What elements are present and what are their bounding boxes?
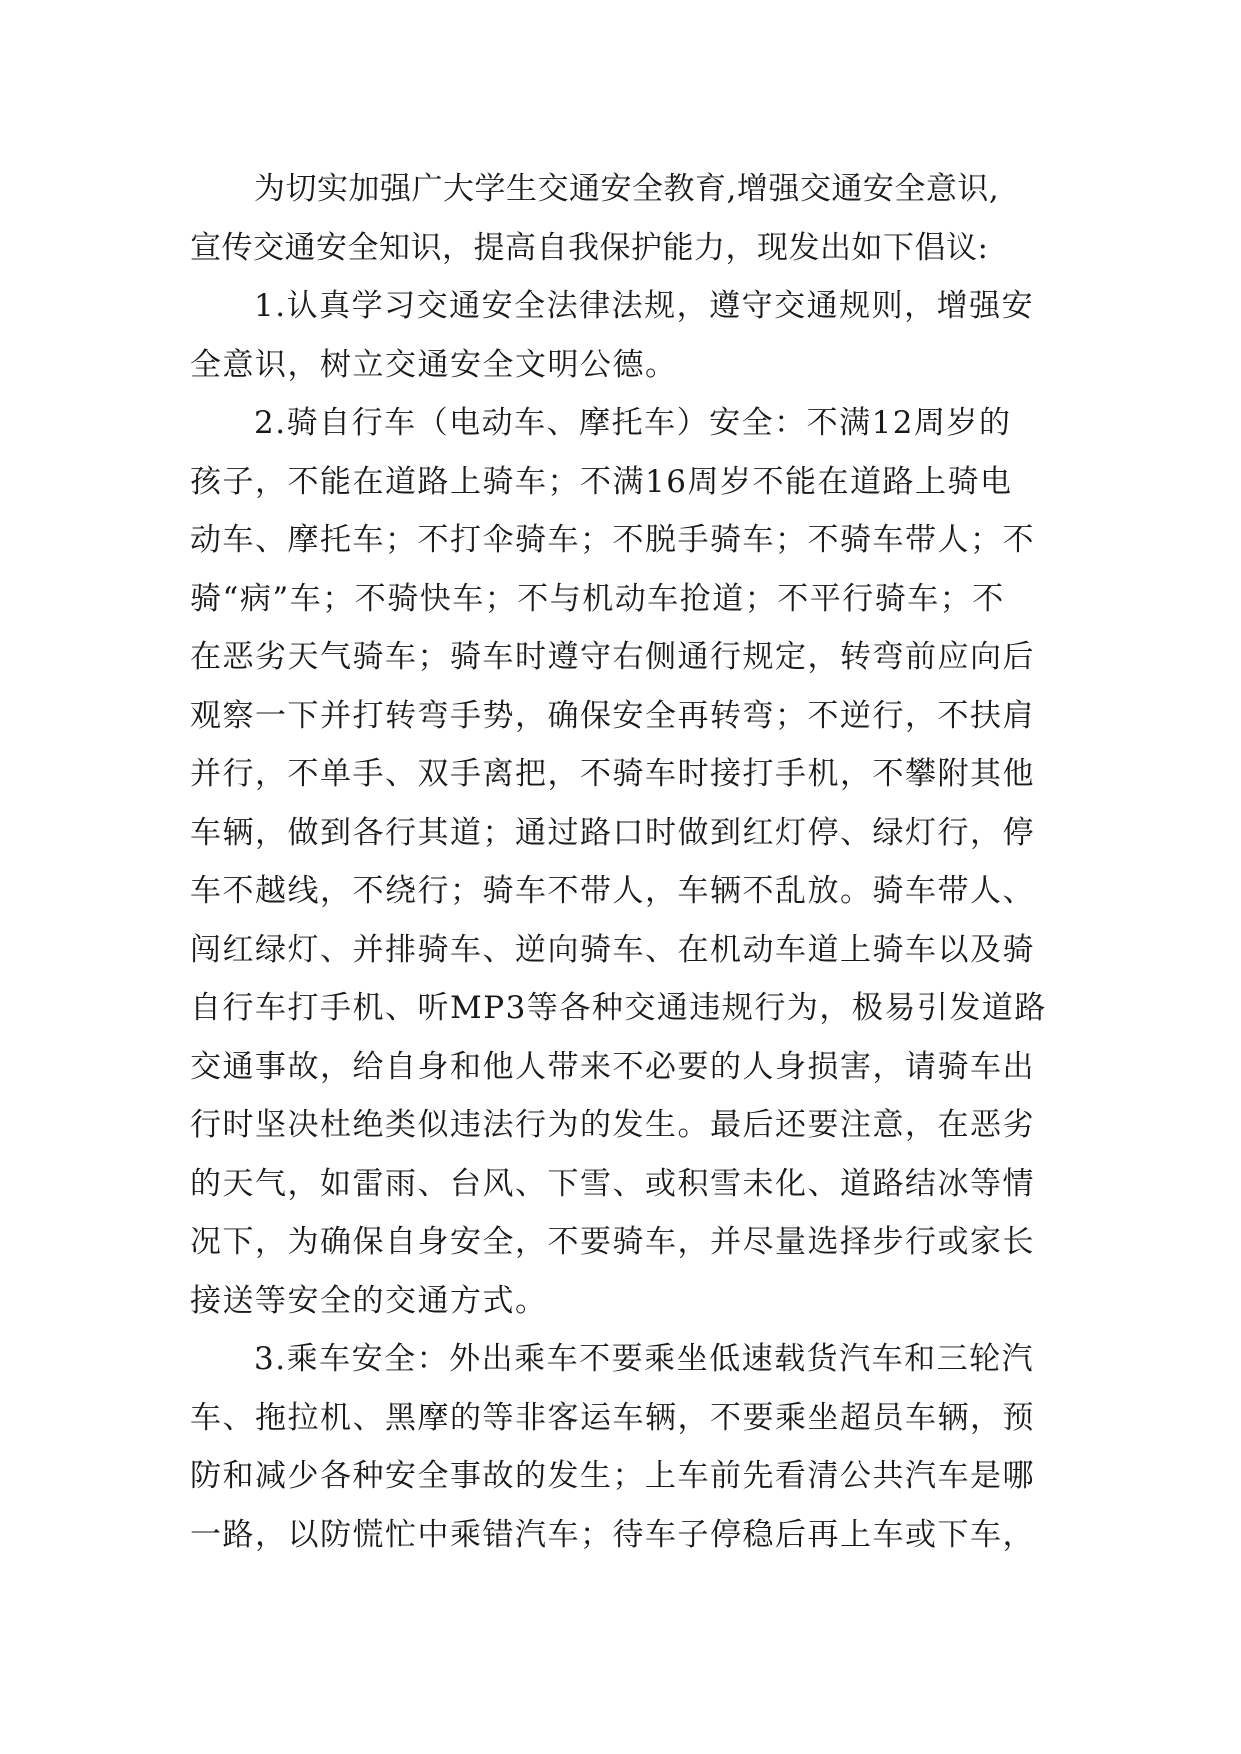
text-line: 况下，为确保自身安全，不要骑车，并尽量选择步行或家长 (190, 1224, 1035, 1260)
text-line: 一路，以防慌忙中乘错汽车；待车子停稳后再上车或下车， (190, 1516, 1035, 1553)
text-line: 车辆，做到各行其道；通过路口时做到红灯停、绿灯行，停 (190, 814, 1035, 851)
text-line: 孩子，不能在道路上骑车；不满16周岁不能在道路上骑电 (190, 463, 1013, 500)
text-line: 行时坚决杜绝类似违法行为的发生。最后还要注意，在恶劣 (190, 1107, 1035, 1143)
text-line: 3.乘车安全：外出乘车不要乘坐低速载货汽车和三轮汽 (254, 1341, 1035, 1377)
text-line: 在恶劣天气骑车；骑车时遵守右侧通行规定，转弯前应向后 (190, 639, 1035, 675)
text-line: 观察一下并打转弯手势，确保安全再转弯；不逆行，不扶肩 (190, 697, 1035, 734)
paragraph-item-3 (190, 1330, 1080, 1564)
text-line: 1.认真学习交通安全法律法规，遵守交通规则，增强安 (254, 288, 1035, 324)
text-line: 骑“病”车；不骑快车；不与机动车抢道；不平行骑车；不 (190, 580, 1005, 617)
text-line: 动车、摩托车；不打伞骑车；不脱手骑车；不骑车带人；不 (190, 522, 1035, 558)
text-line: 2.骑自行车（电动车、摩托车）安全：不满12周岁的 (254, 405, 1012, 441)
paragraph-intro (190, 160, 1080, 277)
text-line: 接送等安全的交通方式。 (190, 1282, 548, 1319)
text-line: 车、拖拉机、黑摩的等非客运车辆，不要乘坐超员车辆，预 (190, 1399, 1035, 1436)
text-line: 宣传交通安全知识，提高自我保护能力，现发出如下倡议: (190, 229, 989, 266)
text-line: 并行，不单手、双手离把，不骑车时接打手机，不攀附其他 (190, 756, 1035, 792)
document-body (190, 160, 1080, 1564)
text-line: 的天气，如雷雨、台风、下雪、或积雪未化、道路结冰等情 (190, 1165, 1035, 1202)
text-line: 为切实加强广大学生交通安全教育,增强交通安全意识, (254, 171, 1000, 207)
paragraph-item-2 (190, 394, 1080, 1330)
text-line: 自行车打手机、听MP3等各种交通违规行为，极易引发道路 (190, 990, 1047, 1026)
paragraph-item-1 (190, 277, 1080, 394)
text-line: 全意识，树立交通安全文明公德。 (190, 346, 678, 383)
text-line: 车不越线，不绕行；骑车不带人，车辆不乱放。骑车带人、 (190, 873, 1035, 909)
text-line: 防和减少各种安全事故的发生；上车前先看清公共汽车是哪 (190, 1458, 1035, 1494)
text-line: 闯红绿灯、并排骑车、逆向骑车、在机动车道上骑车以及骑 (190, 931, 1035, 968)
text-line: 交通事故，给自身和他人带来不必要的人身损害，请骑车出 (190, 1048, 1035, 1085)
